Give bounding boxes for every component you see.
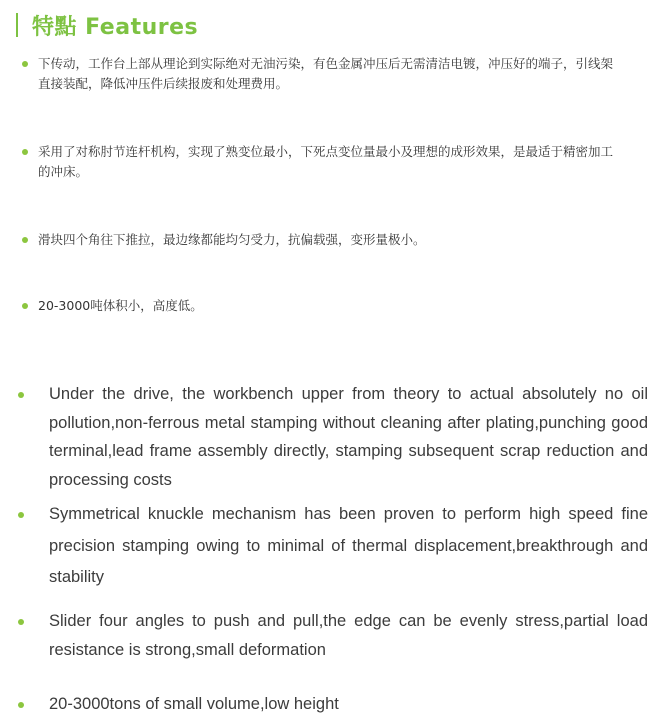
feature-cn-item bbox=[22, 142, 622, 182]
feature-cn-item bbox=[22, 296, 622, 316]
bullet-dot-icon bbox=[22, 303, 28, 309]
feature-cn-text: 采用了对称肘节连杆机构，实现了熟变位最小，下死点变位量最小及理想的成形效果，是最适于精密加工的冲床。 bbox=[38, 144, 614, 179]
feature-en-item bbox=[18, 607, 648, 665]
feature-cn-text: 滑块四个角往下推拉，最边缘都能均匀受力，抗偏载强，变形量极小。 bbox=[38, 232, 426, 247]
bullet-dot-icon bbox=[18, 392, 24, 398]
bullet-dot-icon bbox=[22, 61, 28, 67]
feature-en-text: Under the drive, the workbench upper from theory to actual absolutely no oil pollution,non-ferrous metal stamping without cleaning after plating,punching good terminal,lead frame assembly directly, stamping subsequent scrap reduction and processing costs bbox=[49, 385, 648, 489]
feature-en-item bbox=[18, 690, 648, 719]
feature-cn-text: 20-3000吨体积小，高度低。 bbox=[38, 298, 203, 313]
feature-en-text: 20-3000tons of small volume,low height bbox=[49, 695, 339, 713]
bullet-dot-icon bbox=[18, 512, 24, 518]
bullet-dot-icon bbox=[18, 619, 24, 625]
page-title: 特點 Features bbox=[32, 14, 199, 40]
feature-en-item bbox=[18, 380, 648, 494]
features-header bbox=[16, 8, 198, 42]
header-accent-bar bbox=[16, 13, 18, 37]
bullet-dot-icon bbox=[22, 149, 28, 155]
feature-en-text: Symmetrical knuckle mechanism has been proven to perform high speed fine precision stamping owing to minimal of thermal displacement,breakthrough and stability bbox=[49, 505, 648, 586]
bullet-dot-icon bbox=[22, 237, 28, 243]
feature-en-text: Slider four angles to push and pull,the edge can be evenly stress,partial load resistance is strong,small deformation bbox=[49, 612, 648, 659]
bullet-dot-icon bbox=[18, 702, 24, 708]
feature-cn-item bbox=[22, 230, 622, 250]
feature-cn-text: 下传动，工作台上部从理论到实际绝对无油污染，有色金属冲压后无需清洁电镀，冲压好的端子，引线架直接装配，降低冲压件后续报废和处理费用。 bbox=[38, 56, 614, 91]
feature-cn-item bbox=[22, 54, 622, 94]
feature-en-item bbox=[18, 499, 648, 594]
